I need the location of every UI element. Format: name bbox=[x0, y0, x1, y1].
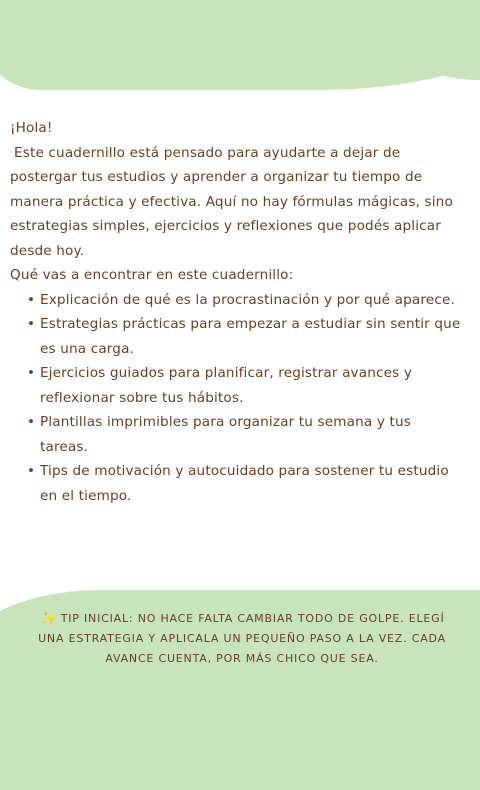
list-item-text: Tips de motivación y autocuidado para sostener tu estudio en el tiempo. bbox=[40, 463, 449, 504]
list-item-text: Plantillas imprimibles para organizar tu semana y tus tareas. bbox=[40, 414, 412, 455]
tip-box bbox=[28, 609, 456, 669]
document-body bbox=[10, 116, 462, 508]
list-heading: Qué vas a encontrar en este cuadernillo: bbox=[10, 267, 294, 283]
list-item bbox=[27, 361, 462, 410]
tip-text: TIP INICIAL: NO HACE FALTA CAMBIAR TODO DE GOLPE. ELEGÍ UNA ESTRATEGIA Y APLICALA UN PEQUEÑO PASO A LA VEZ. CADA AVANCE CUENTA, POR MÁS CHICO QUE SEA. bbox=[38, 612, 446, 665]
list-item bbox=[27, 288, 462, 313]
list-item bbox=[27, 459, 462, 508]
bullet-icon: • bbox=[27, 463, 36, 479]
bullet-icon: • bbox=[27, 291, 36, 308]
bullet-icon: • bbox=[27, 365, 36, 381]
intro-paragraph: Este cuadernillo está pensado para ayudarte a dejar de postergar tus estudios y aprender a organizar tu tiempo de manera práctica y efectiva. Aquí no hay fórmulas mágicas, sino estrategias simples, ejercicios y reflexiones que podés aplicar desde hoy. bbox=[10, 144, 453, 259]
greeting: ¡Hola! bbox=[10, 120, 53, 136]
list-item bbox=[27, 410, 462, 459]
list-item-text: Explicación de qué es la procrastinación y por qué aparece. bbox=[40, 291, 455, 308]
bullet-icon: • bbox=[27, 414, 36, 430]
sparkles-icon: ✨ bbox=[39, 611, 58, 627]
list-item bbox=[27, 312, 462, 361]
feature-list bbox=[10, 288, 462, 509]
bullet-icon: • bbox=[27, 316, 36, 332]
list-item-text: Estrategias prácticas para empezar a estudiar sin sentir que es una carga. bbox=[40, 316, 461, 357]
list-item-text: Ejercicios guiados para planificar, registrar avances y reflexionar sobre tus hábitos. bbox=[40, 365, 413, 406]
